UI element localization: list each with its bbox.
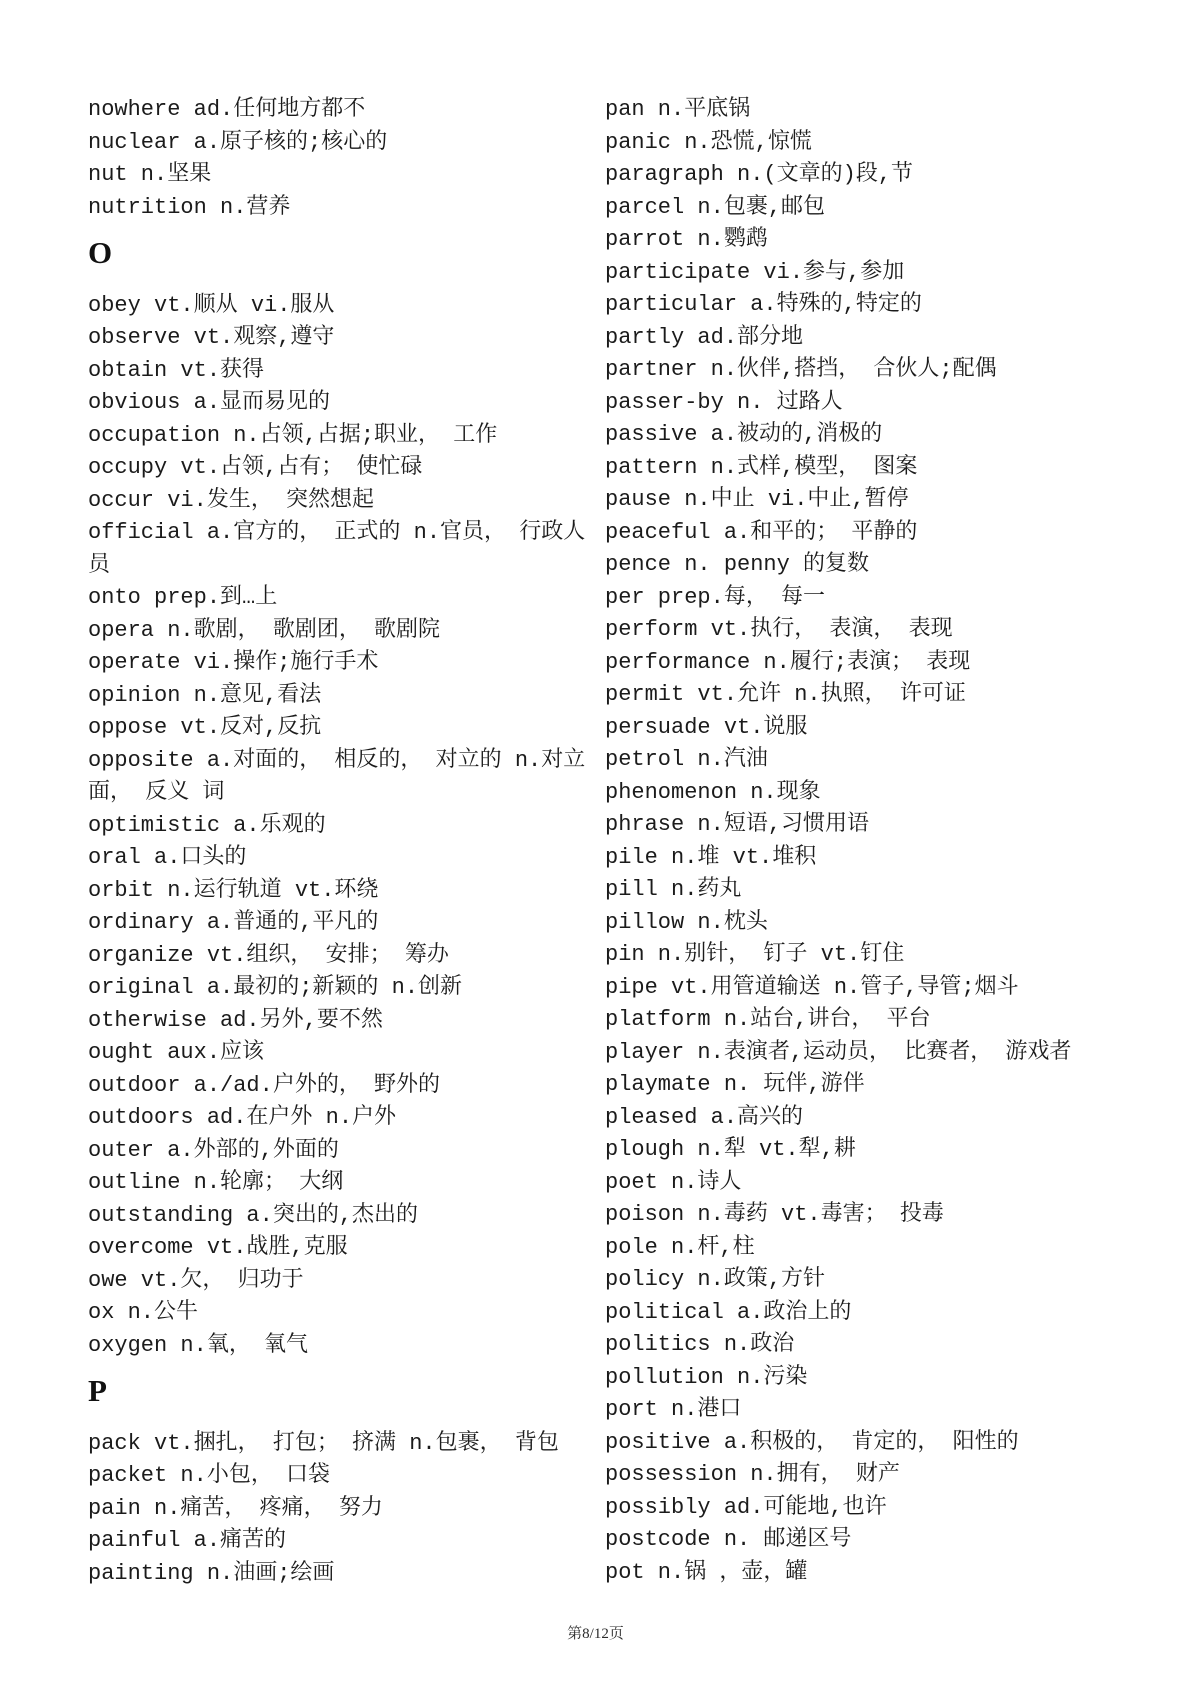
entry-line: participate vi.参与,参加 — [605, 259, 905, 285]
entry-line: ought aux.应该 — [88, 1040, 265, 1065]
entry-line: possibly ad.可能地,也许 — [605, 1494, 887, 1520]
entry-line: paragraph n.(文章的)段,节 — [605, 162, 914, 187]
entry-line: player n.表演者,运动员， 比赛者， 游戏者 — [605, 1039, 1072, 1065]
entry-line: political a.政治上的 — [605, 1299, 852, 1325]
entry-line: phrase n.短语,习惯用语 — [605, 812, 870, 837]
entry-line: outstanding a.突出的,杰出的 — [88, 1202, 419, 1228]
entry-line: opposite a.对面的， 相反的， 对立的 n.对立 — [88, 747, 586, 773]
entry-line: pack vt.捆扎， 打包； 挤满 n.包裹， 背包 — [88, 1430, 559, 1456]
entry-line: painful a.痛苦的 — [88, 1528, 287, 1553]
entry-line: phenomenon n.现象 — [605, 779, 821, 805]
entry-line: observe vt.观察,遵守 — [88, 325, 335, 350]
entry-line: otherwise ad.另外,要不然 — [88, 1007, 383, 1033]
entry-line: playmate n. 玩伴,游伴 — [605, 1072, 865, 1097]
entry-line: possession n.拥有， 财产 — [605, 1462, 900, 1487]
entry-line: opinion n.意见,看法 — [88, 682, 322, 708]
entry-line: permit vt.允许 n.执照， 许可证 — [605, 682, 966, 707]
entry-line: pill n.药丸 — [605, 877, 742, 902]
entry-line: 员 — [88, 552, 111, 578]
entry-line: oral a.口头的 — [88, 845, 247, 870]
entry-line: pause n.中止 vi.中止,暂停 — [605, 487, 909, 512]
entry-line: overcome vt.战胜,克服 — [88, 1235, 348, 1260]
entry-line: outdoors ad.在户外 n.户外 — [88, 1105, 397, 1130]
entry-line: pot n.锅 ，壶，罐 — [605, 1559, 808, 1585]
entry-line: pole n.杆,柱 — [605, 1234, 755, 1260]
entry-line: painting n.油画;绘画 — [88, 1560, 335, 1586]
entry-line: poet n.诗人 — [605, 1169, 742, 1195]
entry-line: operate vi.操作;施行手术 — [88, 650, 379, 675]
entry-line: official a.官方的， 正式的 n.官员， 行政人 — [88, 520, 586, 545]
entry-line: occur vi.发生， 突然想起 — [88, 487, 375, 513]
entry-line: pin n.别针， 钉子 vt.钉住 — [605, 942, 905, 967]
entry-line: particular a.特殊的,特定的 — [605, 292, 922, 317]
entry-line: oxygen n.氧， 氧气 — [88, 1332, 309, 1358]
entry-line: per prep.每， 每一 — [605, 584, 826, 610]
section-heading-p: P — [88, 1373, 107, 1408]
entry-line: pollution n.污染 — [605, 1364, 808, 1390]
entry-line: packet n.小包， 口袋 — [88, 1463, 331, 1488]
entry-line: politics n.政治 — [605, 1332, 795, 1357]
entry-line: peaceful a.和平的； 平静的 — [605, 519, 918, 545]
entry-line: pence n. penny 的复数 — [605, 552, 870, 577]
entry-line: pain n.痛苦， 疼痛， 努力 — [88, 1495, 383, 1521]
entry-line: passive a.被动的,消极的 — [605, 422, 883, 447]
entry-line: postcode n. 邮递区号 — [605, 1527, 852, 1552]
page-number: 第8/12页 — [567, 1626, 624, 1642]
entry-line: parcel n.包裹,邮包 — [605, 194, 826, 220]
entry-line: obtain vt.获得 — [88, 357, 265, 383]
entry-line: parrot n.鹦鹉 — [605, 227, 768, 252]
entry-line: plough n.犁 vt.犁,耕 — [605, 1137, 856, 1162]
entry-line: pipe vt.用管道输送 n.管子,导管;烟斗 — [605, 974, 1019, 1000]
entry-line: nut n.坚果 — [88, 162, 212, 187]
entry-line: oppose vt.反对,反抗 — [88, 715, 322, 740]
entry-line: occupation n.占领,占据;职业， 工作 — [88, 422, 498, 448]
entry-line: policy n.政策,方针 — [605, 1267, 826, 1292]
entry-line: pattern n.式样,模型， 图案 — [605, 454, 918, 480]
entry-line: pillow n.枕头 — [605, 909, 768, 935]
entry-line: platform n.站台,讲台， 平台 — [605, 1007, 931, 1032]
entry-line: positive a.积极的， 肯定的， 阳性的 — [605, 1429, 1019, 1455]
entry-line: poison n.毒药 vt.毒害； 投毒 — [605, 1202, 944, 1227]
entry-line: passer-by n. 过路人 — [605, 389, 843, 415]
entry-line: optimistic a.乐观的 — [88, 812, 326, 838]
entry-line: ordinary a.普通的,平凡的 — [88, 910, 379, 935]
entry-line: outer a.外部的,外面的 — [88, 1137, 339, 1163]
entry-line: orbit n.运行轨道 vt.环绕 — [88, 877, 379, 903]
entry-line: 面， 反义 词 — [88, 780, 225, 805]
entry-line: obvious a.显而易见的 — [88, 390, 331, 415]
entry-line: nowhere ad.任何地方都不 — [88, 97, 366, 122]
entry-line: port n.港口 — [605, 1397, 742, 1422]
entry-line: nutrition n.营养 — [88, 194, 291, 220]
entry-line: original a.最初的;新颖的 n.创新 — [88, 975, 463, 1000]
entry-line: pan n.平底锅 — [605, 97, 751, 122]
entry-line: partner n.伙伴,搭挡， 合伙人;配偶 — [605, 357, 997, 382]
entry-line: perform vt.执行， 表演， 表现 — [605, 617, 953, 642]
entry-line: performance n.履行;表演； 表现 — [605, 649, 971, 675]
entry-line: ox n.公牛 — [88, 1300, 199, 1325]
entry-line: pile n.堆 vt.堆积 — [605, 844, 817, 870]
entry-line: panic n.恐慌,惊慌 — [605, 129, 812, 155]
entry-line: owe vt.欠， 归功于 — [88, 1267, 304, 1293]
entry-line: opera n.歌剧， 歌剧团， 歌剧院 — [88, 617, 441, 643]
entry-line: organize vt.组织， 安排； 筹办 — [88, 942, 449, 968]
entry-line: onto prep.到…上 — [88, 585, 278, 610]
entry-line: persuade vt.说服 — [605, 714, 808, 740]
entry-line: obey vt.顺从 vi.服从 — [88, 292, 335, 318]
entry-line: nuclear a.原子核的;核心的 — [88, 129, 388, 155]
entry-line: petrol n.汽油 — [605, 747, 768, 772]
entry-line: occupy vt.占领,占有； 使忙碌 — [88, 455, 423, 480]
entry-line: pleased a.高兴的 — [605, 1104, 804, 1130]
entry-line: outdoor a./ad.户外的， 野外的 — [88, 1072, 441, 1098]
right-column — [605, 94, 1165, 1589]
left-column — [88, 94, 586, 1590]
section-heading-o: O — [88, 235, 113, 270]
entry-line: outline n.轮廓； 大纲 — [88, 1170, 344, 1195]
entry-line: partly ad.部分地 — [605, 324, 804, 350]
